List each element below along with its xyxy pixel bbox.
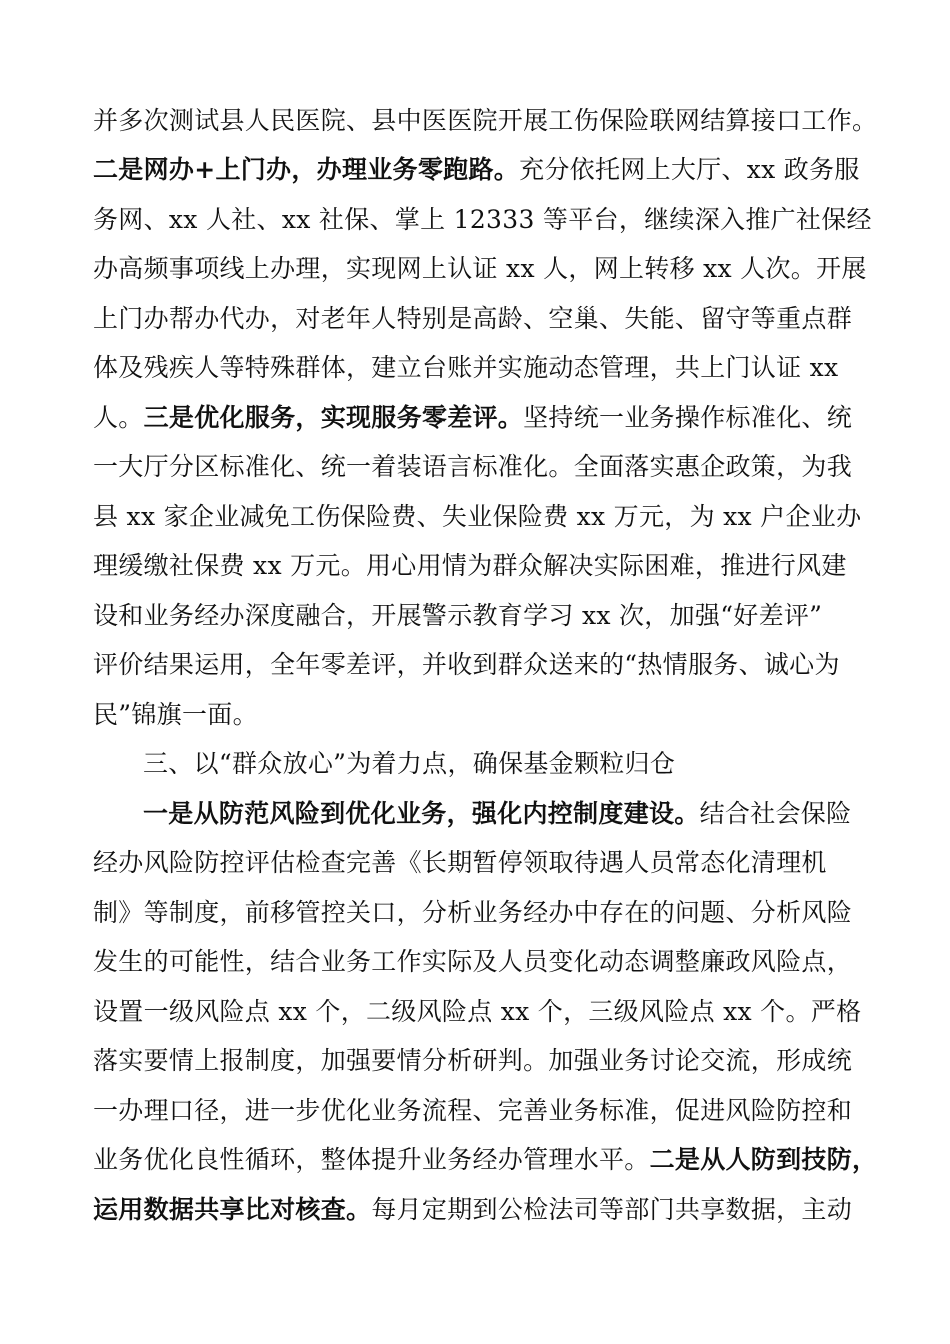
text-line: 评价结果运用，全年零差评，并收到群众送来的“热情服务、诚心为 [93,650,840,679]
text-line: 民”锦旗一面。 [93,700,258,729]
bold-heading: 运用数据共享比对核查。 [93,1195,372,1224]
text-line: 一大厅分区标准化、统一着装语言标准化。全面落实惠企政策，为我 [93,452,853,481]
text-line: 设置一级风险点 xx 个，二级风险点 xx 个，三级风险点 xx 个。严格 [93,997,862,1026]
text-line: 县 xx 家企业减免工伤保险费、失业保险费 xx 万元，为 xx 户企业办 [93,502,862,531]
text-line: 落实要情上报制度，加强要情分析研判。加强业务讨论交流，形成统 [93,1046,853,1075]
section-heading: 三、以“群众放心”为着力点，确保基金颗粒归仓 [143,749,676,778]
text-line: 体及残疾人等特殊群体，建立台账并实施动态管理，共上门认证 xx [93,353,839,382]
bold-heading: 一是从防范风险到优化业务，强化内控制度建设。 [143,799,700,828]
bold-heading: 三是优化服务，实现服务零差评。 [143,403,524,432]
bold-heading: 二是从人防到技防， [649,1145,878,1174]
text-line: 运用数据共享比对核查。每月定期到公检法司等部门共享数据，主动 [93,1195,853,1224]
text-line: 办高频事项线上办理，实现网上认证 xx 人，网上转移 xx 人次。开展 [93,254,867,283]
text-line: 经办风险防控评估检查完善《长期暂停领取待遇人员常态化清理机 [93,848,827,877]
text-line: 上门办帮办代办，对老年人特别是高龄、空巢、失能、留守等重点群 [93,304,853,333]
text-line: 人。三是优化服务，实现服务零差评。坚持统一业务操作标准化、统 [93,403,853,432]
text-line: 一是从防范风险到优化业务，强化内控制度建设。结合社会保险 [143,799,852,828]
text-line: 发生的可能性，结合业务工作实际及人员变化动态调整廉政风险点， [93,947,853,976]
text-line: 并多次测试县人民医院、县中医医院开展工伤保险联网结算接口工作。 [93,106,878,135]
text-line: 一办理口径，进一步优化业务流程、完善业务标准，促进风险防控和 [93,1096,853,1125]
text-line: 务网、xx 人社、xx 社保、掌上 12333 等平台，继续深入推广社保经 [93,205,872,234]
text-line: 二是网办+上门办，办理业务零跑路。充分依托网上大厅、xx 政务服 [93,155,860,184]
text-line: 业务优化良性循环，整体提升业务经办管理水平。二是从人防到技防， [93,1145,878,1174]
text-line: 制》等制度，前移管控关口，分析业务经办中存在的问题、分析风险 [93,898,853,927]
bold-heading: 二是网办+上门办，办理业务零跑路。 [93,155,520,184]
text-line: 理缓缴社保费 xx 万元。用心用情为群众解决实际困难，推进行风建 [93,551,847,580]
text-line: 设和业务经办深度融合，开展警示教育学习 xx 次，加强“好差评” [93,601,823,630]
